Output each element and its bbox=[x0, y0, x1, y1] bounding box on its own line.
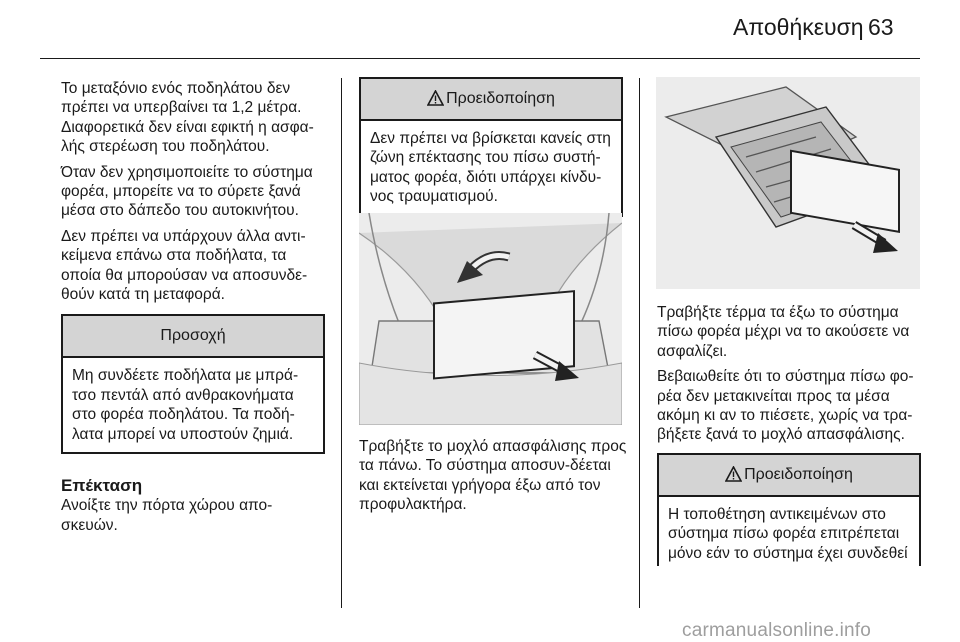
caution-title: Προσοχή bbox=[63, 316, 323, 358]
column-1 bbox=[61, 79, 323, 541]
paragraph: Όταν δεν χρησιμοποιείτε το σύστημα φορέα, μπορείτε να το σύρετε ξανά μέσα στο δάπεδο του αυτοκινήτου. bbox=[61, 163, 313, 220]
header-divider bbox=[40, 58, 920, 59]
warning-text: Η τοποθέτηση αντικειμένων στο σύστημα πίσω φορέα επιτρέπεται μόνο εάν το σύστημα έχει συνδεθεί bbox=[668, 505, 908, 562]
warning-text: Δεν πρέπει να βρίσκεται κανείς στη ζώνη επέκτασης του πίσω συστή-ματος φορέα, διότι υπάρχει κίνδυ-νος τραυματισμού. bbox=[370, 130, 611, 206]
caution-box bbox=[61, 314, 325, 454]
column-divider-right bbox=[639, 78, 640, 608]
section-heading: Επέκταση bbox=[61, 476, 143, 496]
paragraph: Το μεταξόνιο ενός ποδηλάτου δεν πρέπει να υπερβαίνει τα 1,2 μέτρα. Διαφορετικά δεν είναι εφικτή η ασφα-λής στερέωση του ποδηλάτου. bbox=[61, 80, 314, 156]
warning-box bbox=[657, 453, 921, 566]
column-divider-left bbox=[341, 78, 342, 608]
paragraph: Ανοίξτε την πόρτα χώρου απο-σκευών. bbox=[61, 497, 273, 534]
illustration-release-lever bbox=[359, 213, 622, 425]
section-header-title: Αποθήκευση bbox=[733, 14, 864, 40]
paragraph: Τραβήξτε τέρμα τα έξω το σύστημα πίσω φορέα μέχρι να το ακούσετε να ασφαλίζει. bbox=[657, 304, 910, 360]
caption-block bbox=[359, 437, 629, 521]
watermark: carmanualsonline.info bbox=[682, 620, 872, 641]
warning-header bbox=[361, 79, 621, 121]
caution-text: Μη συνδέετε ποδήλατα με μπρά-τσο πεντάλ από ανθρακονήματα στο φορέα ποδηλάτου. Τα ποδή-λατα μπορεί να υποστούν ζημιά. bbox=[72, 367, 299, 443]
warning-title: Προειδοποίηση bbox=[446, 90, 555, 107]
illustration-carrier-extended bbox=[656, 77, 920, 289]
warning-header bbox=[659, 455, 919, 497]
page-number: 63 bbox=[868, 14, 894, 40]
column-3 bbox=[657, 303, 923, 566]
paragraph: Δεν πρέπει να υπάρχουν άλλα αντι-κείμενα επάνω στα ποδήλατα, τα οποία θα μπορούσαν να αποσυνδε-θούν κατά τη μεταφορά. bbox=[61, 227, 308, 304]
column-2 bbox=[359, 77, 622, 217]
warning-triangle-icon bbox=[427, 82, 444, 122]
warning-title: Προειδοποίηση bbox=[744, 465, 853, 483]
caption-text: Τραβήξτε το μοχλό απασφάλισης προς τα πάνω. Το σύστημα αποσυν-δέεται και εκτείνεται γρήγορα έξω από τον προφυλακτήρα. bbox=[359, 438, 627, 514]
warning-triangle-icon bbox=[725, 458, 742, 498]
warning-box bbox=[359, 77, 623, 217]
page-header bbox=[0, 0, 960, 60]
paragraph: Βεβαιωθείτε ότι το σύστημα πίσω φο-ρέα δεν μετακινείται προς τα μέσα ακόμη κι αν το πιέσετε, χωρίς να τρα-βήξετε ξανά το μοχλό απασφάλισης. bbox=[657, 368, 914, 444]
